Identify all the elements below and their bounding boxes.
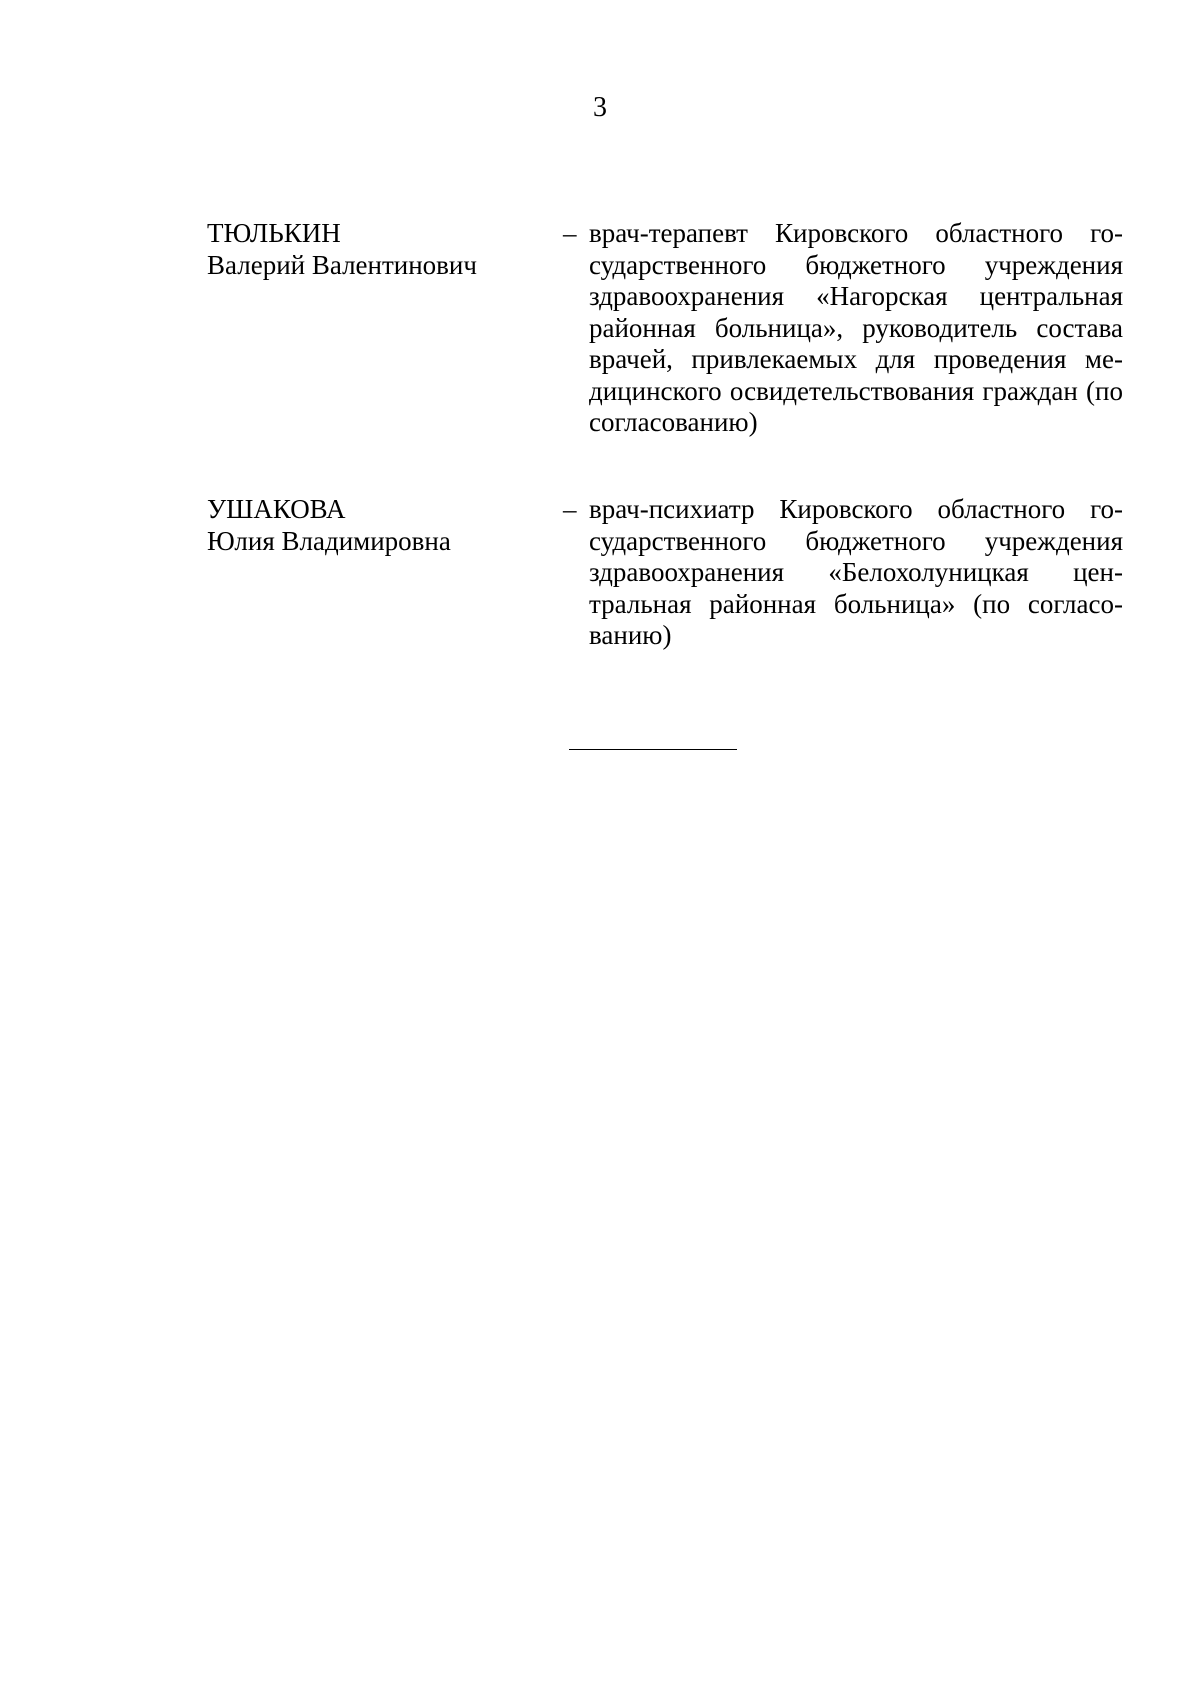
member-name — [207, 494, 537, 557]
page-number: 3 — [593, 92, 607, 123]
member-given-names: Валерий Валентинович — [207, 249, 477, 280]
member-given-names: Юлия Владимировна — [207, 525, 451, 556]
member-surname: ТЮЛЬКИН — [207, 218, 341, 248]
member-description: врач-психиатр Кировского областного государственного бюджетного учреждения здравоохранения «Белохолуницкая центральная районная больница» (по согласованию) — [589, 494, 1123, 650]
entry-dash: – — [563, 218, 577, 248]
member-surname: УШАКОВА — [207, 494, 346, 524]
end-of-list-separator — [569, 749, 737, 750]
member-description: врач-терапевт Кировского областного государственного бюджетного учреждения здравоохранения «Нагорская центральная районная больница», руководитель состава врачей, привлекаемых для проведения медицинского освидетельствования граждан (по согласованию) — [589, 218, 1123, 437]
entry-dash: – — [563, 494, 577, 524]
member-name — [207, 218, 537, 281]
